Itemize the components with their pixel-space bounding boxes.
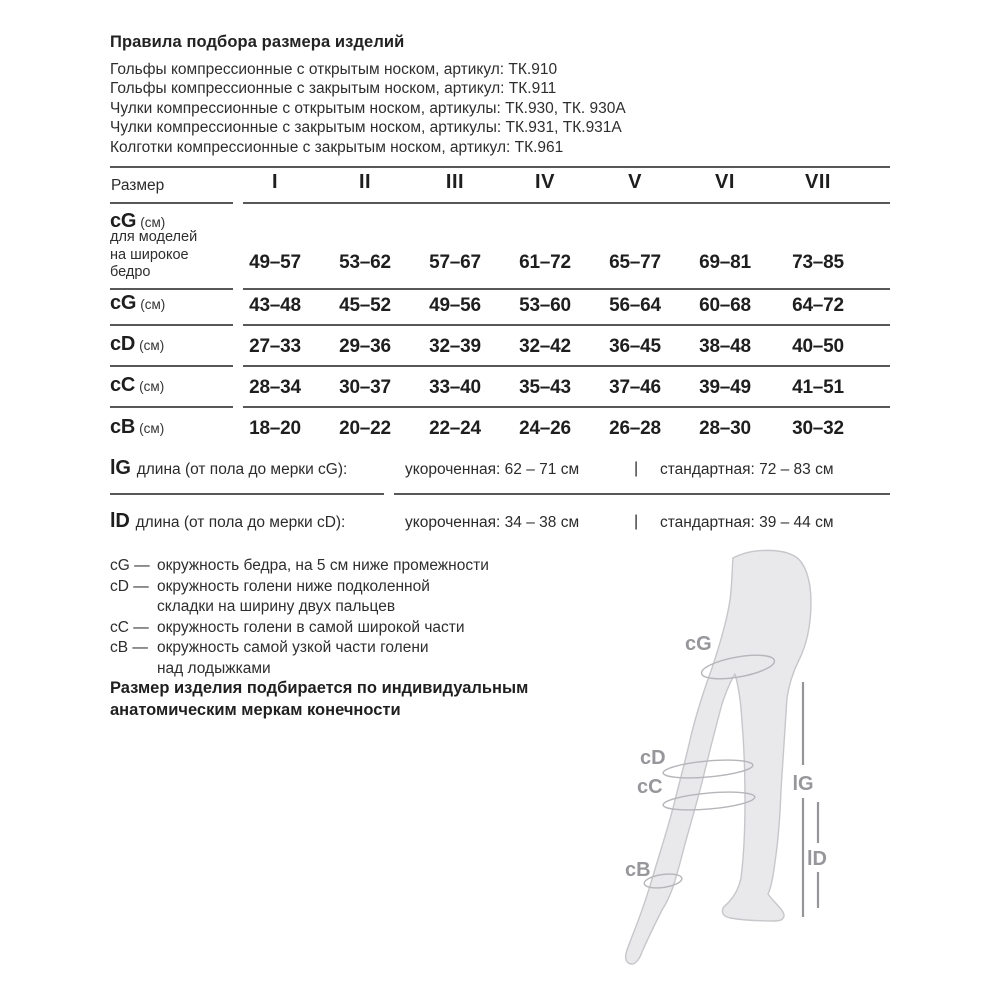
legend-text-line: складки на ширину двух пальцев bbox=[157, 598, 396, 616]
table-cell: 41–51 bbox=[792, 377, 844, 398]
table-cell: 32–42 bbox=[519, 336, 571, 357]
table-cell: 53–62 bbox=[339, 252, 391, 273]
row-label-name: cG bbox=[110, 210, 137, 232]
row-label bbox=[110, 416, 164, 439]
product-line: Гольфы компрессионные с открытым носком, артикул: ТК.910 bbox=[110, 61, 558, 78]
product-line: Колготки компрессионные с закрытым носком, артикул: ТК.961 bbox=[110, 138, 564, 156]
row-label-unit: (см) bbox=[139, 421, 165, 436]
length-row-caption: длина (от пола до мерки cD): bbox=[135, 514, 346, 531]
ld-diagram-label: lD bbox=[807, 848, 827, 870]
table-rule bbox=[394, 493, 890, 495]
table-cell: 73–85 bbox=[792, 252, 844, 273]
table-cell: 20–22 bbox=[339, 418, 391, 439]
row-label-unit: (см) bbox=[139, 338, 165, 353]
table-cell: 65–77 bbox=[609, 252, 661, 273]
length-row-name: lD bbox=[110, 510, 130, 532]
legend-text bbox=[157, 577, 430, 618]
table-rule bbox=[110, 365, 233, 367]
table-rule bbox=[110, 324, 233, 326]
row-label-name: cC bbox=[110, 374, 136, 396]
length-row-label bbox=[110, 510, 345, 533]
table-cell: 28–30 bbox=[699, 418, 751, 439]
product-line: Чулки компрессионные с открытым носком, артикулы: ТК.930, ТК. 930А bbox=[110, 99, 626, 117]
legend-text-line: окружность голени ниже подколенной bbox=[157, 577, 430, 595]
table-rule bbox=[110, 166, 890, 168]
row-label-note bbox=[110, 229, 197, 282]
table-rule bbox=[110, 493, 384, 495]
table-cell: 33–40 bbox=[429, 377, 481, 398]
row-label-unit: (см) bbox=[139, 379, 165, 394]
cb-diagram-label: cB bbox=[625, 859, 651, 881]
table-cell: 69–81 bbox=[699, 252, 751, 273]
size-column-header: VII bbox=[805, 171, 831, 193]
table-rule bbox=[243, 202, 890, 204]
table-cell: 30–32 bbox=[792, 418, 844, 439]
table-rule bbox=[243, 406, 890, 408]
table-cell: 61–72 bbox=[519, 252, 571, 273]
leg-measurement-diagram bbox=[590, 540, 910, 1000]
page-title: Правила подбора размера изделий bbox=[110, 33, 405, 51]
table-cell: 45–52 bbox=[339, 295, 391, 316]
table-cell: 32–39 bbox=[429, 336, 481, 357]
table-cell: 29–36 bbox=[339, 336, 391, 357]
legend-term: cB — bbox=[110, 639, 148, 657]
legend-text-line: окружность голени в самой широкой части bbox=[157, 618, 465, 636]
table-rule bbox=[243, 288, 890, 290]
lg-diagram-label: lG bbox=[792, 773, 814, 795]
length-divider: | bbox=[634, 513, 639, 530]
table-cell: 26–28 bbox=[609, 418, 661, 439]
length-row-label bbox=[110, 457, 347, 480]
table-cell: 27–33 bbox=[249, 336, 301, 357]
row-label-note-line: бедро bbox=[110, 264, 151, 280]
row-label-unit: (см) bbox=[140, 215, 166, 230]
cc-diagram-label: cC bbox=[637, 776, 663, 798]
cd-diagram-label: cD bbox=[640, 747, 666, 769]
row-label-unit: (см) bbox=[140, 297, 166, 312]
table-cell: 39–49 bbox=[699, 377, 751, 398]
legend-term: cG — bbox=[110, 557, 150, 574]
size-column-header: V bbox=[628, 171, 642, 193]
table-cell: 38–48 bbox=[699, 336, 751, 357]
legend-entry bbox=[110, 556, 489, 577]
row-label bbox=[110, 292, 165, 315]
length-short-value: укороченная: 62 – 71 см bbox=[405, 461, 580, 478]
length-short-value: укороченная: 34 – 38 см bbox=[405, 514, 580, 531]
table-cell: 57–67 bbox=[429, 252, 481, 273]
size-column-header: I bbox=[271, 171, 279, 193]
table-cell: 37–46 bbox=[609, 377, 661, 398]
product-line: Чулки компрессионные с закрытым носком, артикулы: ТК.931, ТК.931А bbox=[110, 119, 622, 137]
table-rule bbox=[110, 202, 233, 204]
table-cell: 18–20 bbox=[249, 418, 301, 439]
cg-diagram-label: cG bbox=[685, 633, 712, 655]
row-label-name: cG bbox=[110, 292, 137, 314]
table-rule bbox=[243, 324, 890, 326]
table-cell: 56–64 bbox=[609, 295, 661, 316]
table-rule bbox=[243, 365, 890, 367]
table-cell: 43–48 bbox=[249, 295, 301, 316]
table-cell: 49–56 bbox=[429, 295, 481, 316]
legend-term: cC — bbox=[110, 618, 149, 636]
length-row-caption: длина (от пола до мерки cG): bbox=[136, 461, 348, 478]
table-cell: 53–60 bbox=[519, 295, 571, 316]
legend-text-line: окружность бедра, на 5 см ниже промежности bbox=[157, 557, 489, 574]
legend-entry bbox=[110, 638, 489, 679]
footer-note bbox=[110, 677, 528, 721]
legend-term: cD — bbox=[110, 577, 149, 595]
table-cell: 36–45 bbox=[609, 336, 661, 357]
size-column-header: IV bbox=[535, 171, 555, 193]
table-rule bbox=[110, 288, 233, 290]
table-cell: 30–37 bbox=[339, 377, 391, 398]
legend-text-line: окружность самой узкой части голени bbox=[157, 639, 429, 657]
table-cell: 22–24 bbox=[429, 418, 481, 439]
table-cell: 24–26 bbox=[519, 418, 571, 439]
row-label-note-line: на широкое bbox=[110, 246, 189, 263]
table-rule bbox=[110, 406, 233, 408]
table-cell: 40–50 bbox=[792, 336, 844, 357]
table-cell: 35–43 bbox=[519, 377, 571, 398]
row-label-name: cB bbox=[110, 416, 136, 438]
legend-entry bbox=[110, 577, 489, 618]
length-row-name: lG bbox=[110, 457, 131, 479]
length-standard-value: стандартная: 72 – 83 см bbox=[660, 461, 834, 478]
product-line: Гольфы компрессионные с закрытым носком, артикул: ТК.911 bbox=[110, 80, 557, 98]
table-cell: 49–57 bbox=[249, 252, 301, 273]
row-label-name: cD bbox=[110, 333, 136, 355]
legend-text-line: над лодыжками bbox=[157, 659, 271, 677]
table-cell: 60–68 bbox=[699, 295, 751, 316]
legend-text bbox=[157, 556, 489, 577]
legend-text bbox=[157, 638, 429, 679]
legend-entry bbox=[110, 618, 489, 639]
size-column-header: II bbox=[358, 171, 372, 193]
cd-measure-band bbox=[662, 757, 753, 781]
row-label-note-line: для моделей bbox=[110, 229, 198, 245]
footer-line: Размер изделия подбирается по индивидуальным bbox=[110, 679, 529, 697]
legend-text bbox=[157, 618, 465, 639]
product-list bbox=[110, 60, 626, 157]
size-column-header: VI bbox=[715, 171, 735, 193]
measurement-legend bbox=[110, 556, 489, 680]
table-cell: 28–34 bbox=[249, 377, 301, 398]
row-label bbox=[110, 374, 164, 397]
length-divider: | bbox=[634, 460, 639, 477]
size-column-header: III bbox=[445, 171, 465, 193]
length-standard-value: стандартная: 39 – 44 см bbox=[660, 514, 834, 531]
size-row-header: Размер bbox=[111, 177, 165, 194]
row-label bbox=[110, 333, 164, 356]
table-cell: 64–72 bbox=[792, 295, 844, 316]
footer-line: анатомическим меркам конечности bbox=[110, 701, 401, 719]
